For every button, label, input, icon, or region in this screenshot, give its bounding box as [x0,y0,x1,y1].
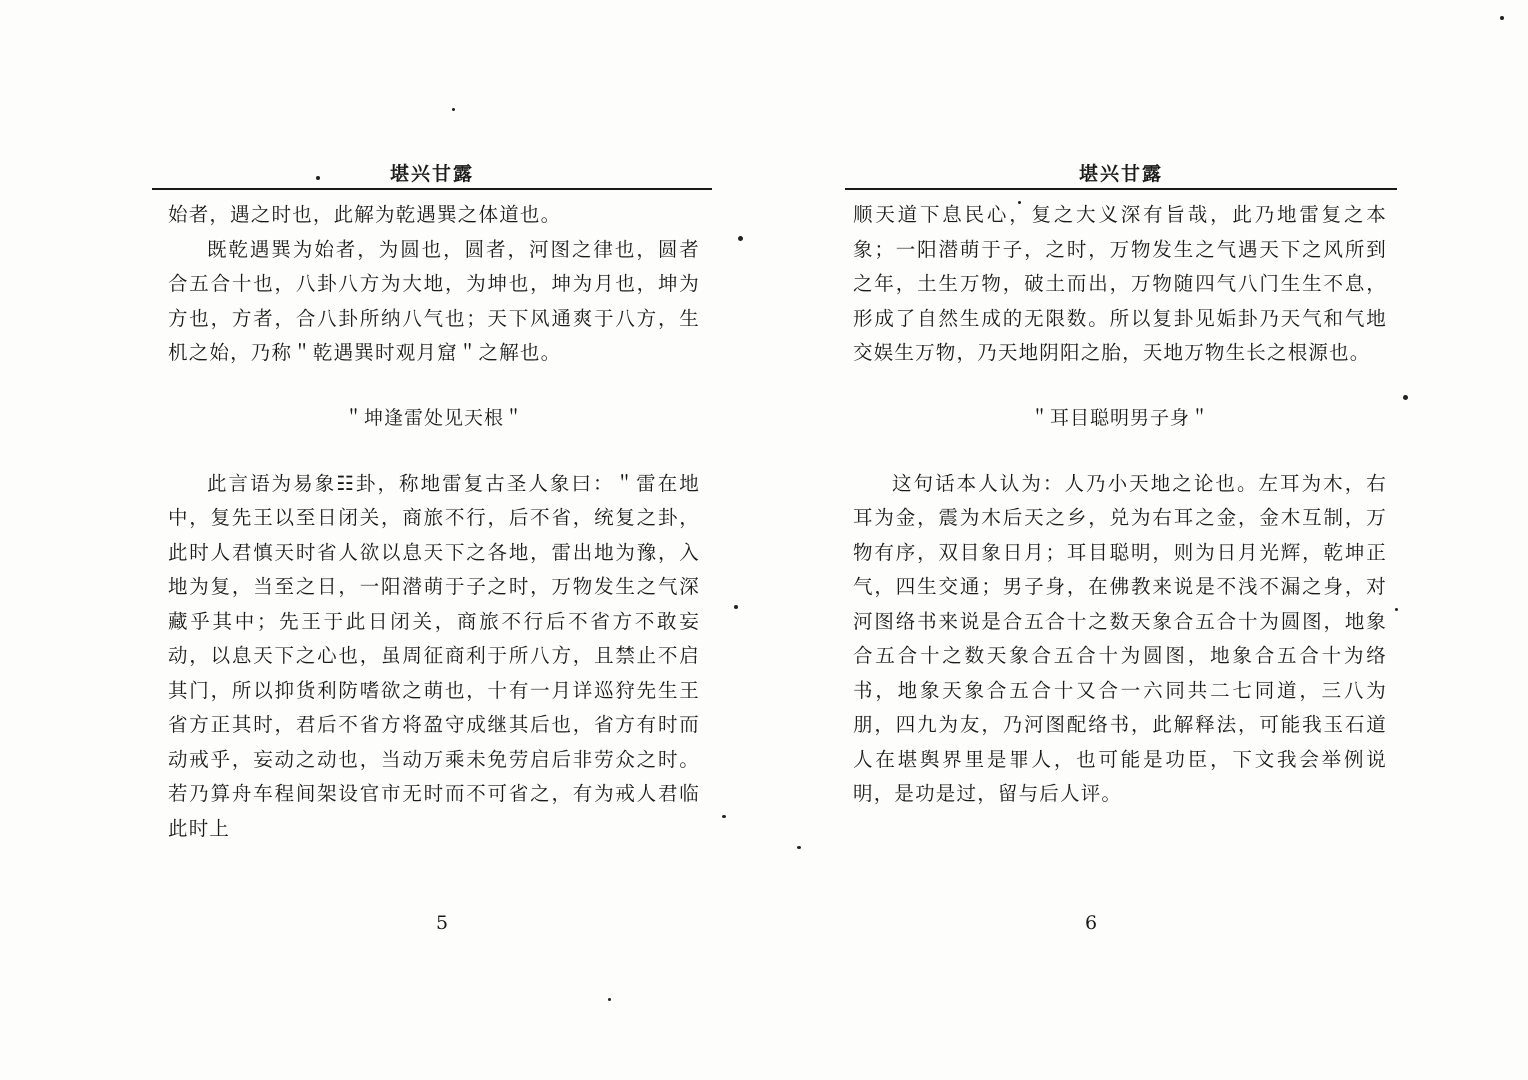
paragraph: 顺天道下息民心，复之大义深有旨哉，此乃地雷复之本象；一阳潜萌于子，之时，万物发生之气遇天下之风所到之年，土生万物，破土而出，万物随四气八门生生不息，形成了自然生成的无限数。所以复卦见姤卦乃天气和气地交娱生万物，乃天地阴阳之胎，天地万物生长之根源也。 [853,203,1387,364]
scan-speck [722,815,726,818]
running-header [152,160,712,190]
page-body [845,198,1397,812]
page-number: 5 [435,912,449,934]
scan-speck [797,846,801,849]
running-header [845,160,1397,190]
section-heading: ＂耳目聪明男子身＂ [1029,406,1210,429]
section-heading: ＂坤逢雷处见天根＂ [343,406,524,429]
paragraph: 这句话本人认为：人乃小天地之论也。左耳为木，右耳为金，震为木后天之乡，兑为右耳之金，金木互制，万物有序，双目象日月；耳目聪明，则为日月光辉，乾坤正气，四生交通；男子身，在佛教来说是不浅不漏之身，对河图络书来说是合五合十之数天象合五合十为圆图，地象合五合十之数天象合五合十为圆图，地象合五合十为络书，地象天象合五合十又合一六同共二七同道，三八为朋，四九为友，乃河图配络书，此解释法，可能我玉石道人在堪舆界里是罪人，也可能是功臣，下文我会举例说明，是功是过，留与后人评。 [853,471,1387,805]
scan-speck [608,998,611,1001]
header-title: 堪兴甘露 [1078,163,1163,185]
scan-speck [1500,16,1504,20]
scan-speck [452,108,455,111]
left-page [152,160,712,934]
paragraph: 此言语为易象☷卦，称地雷复古圣人象曰：＂雷在地中，复先王以至日闭关，商旅不行，后不省，统复之卦，此时人君慎天时省人欲以息天下之各地，雷出地为豫，入地为复，当至之日，一阳潜萌于子之时，万物发生之气深藏乎其中；先王于此日闭关，商旅不行后不省方不敢妄动，以息天下之心也，虽周征商利于所八方，且禁止不启其门，所以抑货利防嗜欲之萌也，十有一月详巡狩先生王省方正其时，君后不省方将盈守成继其后也，省方有时而动戒乎，妄动之动也，当动万乘未免劳启后非劳众之时。若乃算舟车程间架设官市无时而不可省之，有为戒人君临此时上 [168,471,700,840]
scan-speck [738,236,743,241]
page-body [152,198,712,846]
paragraph: 始者，遇之时也，此解为乾遇巽之体道也。 [168,203,562,226]
header-title: 堪兴甘露 [389,163,474,185]
scan-speck [1403,395,1408,400]
paragraph: 既乾遇巽为始者，为圆也，圆者，河图之律也，圆者合五合十也，八卦八方为大地，为坤也，坤为月也，坤为方也，方者，合八卦所纳八气也；天下风通爽于八方，生机之始，乃称＂乾遇巽时观月窟＂之解也。 [168,237,700,364]
right-page [845,160,1397,934]
page-number: 6 [1084,912,1098,934]
scan-speck [734,605,738,609]
